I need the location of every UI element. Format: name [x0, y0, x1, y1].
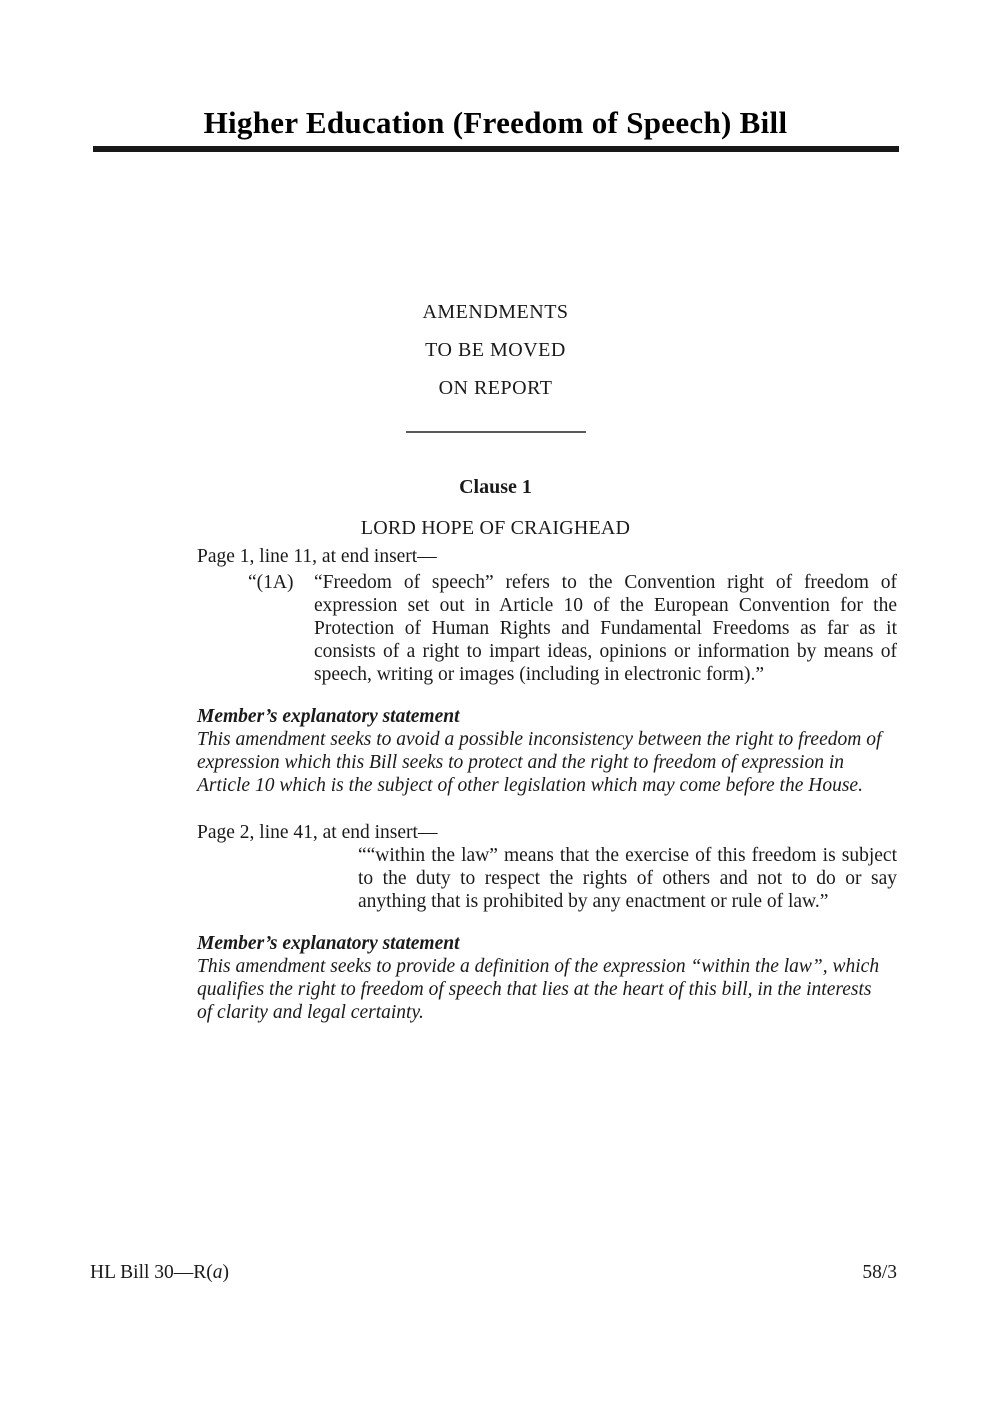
amendment-2-explanatory-text: This amendment seeks to provide a definition of the expression “within the law”, which qualifies the right to freedom of speech that lies at the heart of this bill, in the interests of clarity and legal certainty. — [197, 956, 880, 1023]
amendment-1-instruction: Page 1, line 11, at end insert— — [197, 546, 437, 567]
amendment-1-text: “Freedom of speech” refers to the Convention right of freedom of expression set out in Article 10 of the European Convention for the Protection of Human Rights and Fundamental Freedoms as far as it consists of a right to impart ideas, opinions or information by means of speech, writing or images (including in electronic form).” — [314, 572, 897, 685]
bill-reference-letter: a — [212, 1262, 223, 1283]
amendment-2-instruction: Page 2, line 41, at end insert— — [197, 822, 438, 843]
title-divider — [93, 146, 899, 152]
amendment-2-explanatory-heading: Member’s explanatory statement — [197, 933, 460, 954]
amendment-1-subsection-label: “(1A) — [248, 572, 294, 593]
amendment-1-inserted-text — [248, 571, 897, 686]
clause-heading: Clause 1 — [459, 476, 532, 498]
on-report-heading: ON REPORT — [438, 377, 553, 399]
amendment-2 — [0, 821, 991, 1024]
page-title: Higher Education (Freedom of Speech) Bill — [203, 105, 788, 140]
amendment-1-explanatory-text: This amendment seeks to avoid a possible inconsistency between the right to freedom of expression which this Bill seeks to protect and the right to freedom of expression in Article 10 which is the subject of other legislation which may come before the House. — [197, 729, 882, 796]
amendments-heading: AMENDMENTS — [422, 301, 569, 323]
section-divider — [406, 431, 586, 433]
paper-number: 58/3 — [862, 1262, 897, 1283]
amendment-1-explanatory-heading: Member’s explanatory statement — [197, 706, 460, 727]
bill-reference: HL Bill 30—R(a) — [90, 1262, 230, 1283]
amendment-2-inserted-text: ““within the law” means that the exercise of this freedom is subject to the duty to respect the rights of others and not to do or say anything that is prohibited by any enactment or rule of law.” — [358, 845, 897, 912]
page-footer — [90, 1261, 897, 1284]
amendment-1 — [0, 545, 991, 797]
member-name: LORD HOPE OF CRAIGHEAD — [360, 517, 631, 539]
to-be-moved-heading: TO BE MOVED — [425, 339, 566, 361]
